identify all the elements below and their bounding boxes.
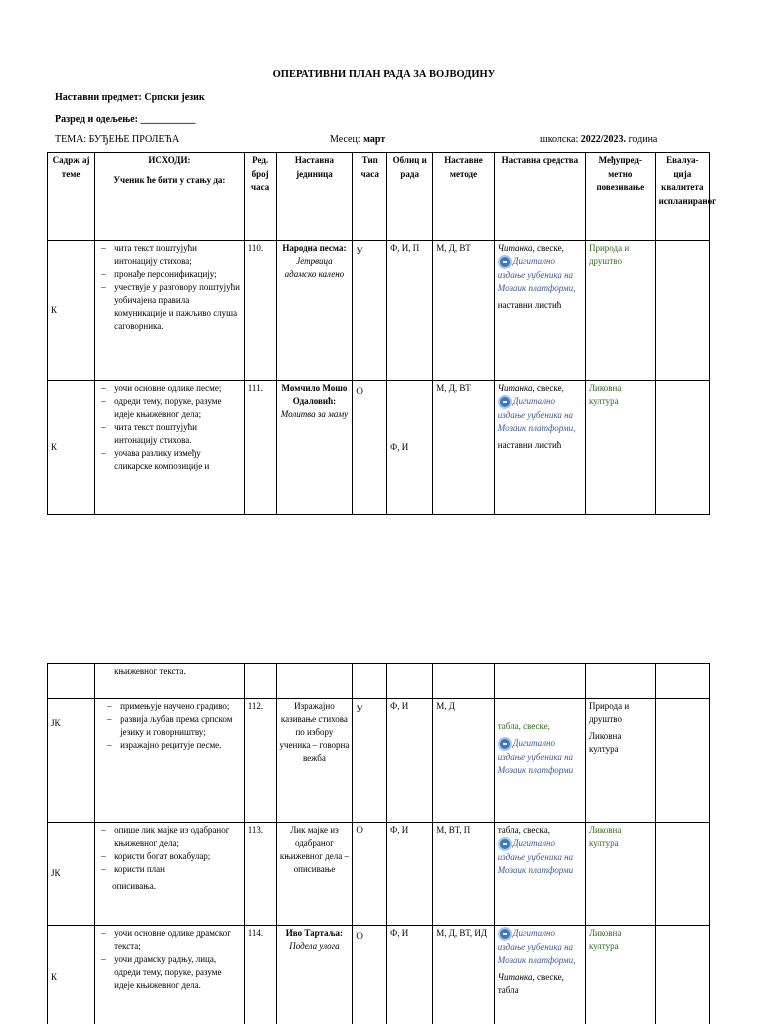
row-correlation: Природа и друштво bbox=[585, 241, 655, 381]
row-outcomes: – опише лик мајке из одабраног књижевног дела; – користи богат вокабулар; – користи план описивања. bbox=[95, 823, 245, 926]
row-number: 110. bbox=[244, 241, 276, 381]
row-evaluation bbox=[655, 926, 709, 1024]
row-content: ЈК bbox=[48, 699, 95, 823]
row-type: О bbox=[353, 926, 387, 1024]
school-year-line: школска: 2022/2023. година bbox=[540, 134, 658, 145]
row-correlation: Ликовна култура bbox=[585, 823, 655, 926]
row-resources: Читанка, свеске, Дигитално издање уџбеника на Мозаик платформи, наставни листић bbox=[494, 381, 585, 515]
month-line: Месец: март bbox=[330, 134, 386, 145]
header-content: Садрж ај теме bbox=[48, 153, 95, 241]
outcome-item: – примењује научено градиво; bbox=[104, 700, 241, 713]
outcome-item: – користи богат вокабулар; bbox=[98, 850, 241, 863]
row-correlation: Природа и друштво Ликовна култура bbox=[585, 699, 655, 823]
header-resources: Наставна средства bbox=[494, 153, 585, 241]
row-unit: Изражајно казивање стихова по избору ученика – говорна вежба bbox=[276, 699, 353, 823]
row-methods: М, Д bbox=[433, 699, 494, 823]
outcome-item: – учествује у разговору поштујући уобичајена правила комуникације и пажљиво слуша саговорника. bbox=[98, 281, 241, 333]
plan-table-page1 bbox=[47, 152, 717, 515]
row-type: У bbox=[353, 241, 387, 381]
row-evaluation bbox=[655, 381, 709, 515]
row-unit: Иво Тартаља: Подела улога bbox=[276, 926, 353, 1024]
row-number: 111. bbox=[244, 381, 276, 515]
row-outcomes bbox=[95, 699, 245, 823]
row-form: Ф, И, П bbox=[387, 241, 433, 381]
table-row bbox=[48, 823, 710, 926]
row-evaluation bbox=[655, 241, 709, 381]
row-correlation: Ликовна култура bbox=[585, 381, 655, 515]
row-evaluation bbox=[655, 823, 709, 926]
row-content: ЈК bbox=[48, 823, 95, 926]
header-unit: Наставна јединица bbox=[276, 153, 353, 241]
outcome-item: – одреди тему, поруке, разуме идеје књижевног дела; bbox=[98, 395, 241, 421]
table-row bbox=[48, 664, 710, 699]
outcome-item: – уочи основне одлике драмског текста; bbox=[98, 927, 241, 953]
mozaik-icon bbox=[498, 837, 512, 851]
outcome-item: – користи план bbox=[98, 863, 241, 876]
row-content: К bbox=[48, 926, 95, 1024]
document-title: ОПЕРАТИВНИ ПЛАН РАДА ЗА ВОЈВОДИНУ bbox=[272, 69, 496, 80]
table-row bbox=[48, 381, 710, 515]
row-form: Ф, И bbox=[387, 823, 433, 926]
row-methods: М, Д, ВТ bbox=[433, 241, 494, 381]
continued-text: књижевног текста. bbox=[95, 664, 245, 699]
topic-line: ТЕМА: БУЂЕЊЕ ПРОЛЕЋА bbox=[55, 134, 180, 145]
row-unit: Лик мајке из одабраног књижевног дела – описивање bbox=[276, 823, 353, 926]
subject-line: Наставни предмет: Српски језик bbox=[55, 92, 205, 103]
row-outcomes bbox=[95, 381, 245, 515]
mozaik-icon bbox=[498, 927, 512, 941]
outcome-item: – развија љубав према српском језику и говорништву; bbox=[104, 713, 241, 739]
row-number: 114. bbox=[244, 926, 276, 1024]
row-unit: Момчило Мошо Одаловић: Молитва за маму bbox=[276, 381, 353, 515]
header-type: Тип часа bbox=[353, 153, 387, 241]
outcome-item: – пронађе персонификацију; bbox=[98, 268, 241, 281]
outcome-item: – опише лик мајке из одабраног књижевног дела; bbox=[98, 824, 241, 850]
grade-line: Разред и одељење: ___________ bbox=[55, 114, 196, 125]
row-unit: Народна песма: Јетрвица адамско калено bbox=[276, 241, 353, 381]
outcome-item: – уочи основне одлике песме; bbox=[98, 382, 241, 395]
table-row bbox=[48, 926, 710, 1024]
outcome-item: – уочава разлику између сликарске композиције и bbox=[98, 447, 241, 473]
row-methods: М, Д, ВТ bbox=[433, 381, 494, 515]
row-outcomes bbox=[95, 241, 245, 381]
row-outcomes bbox=[95, 926, 245, 1024]
table-row bbox=[48, 699, 710, 823]
header-form: Облиц и рада bbox=[387, 153, 433, 241]
header-row bbox=[48, 153, 710, 241]
row-content: К bbox=[48, 241, 95, 381]
header-outcomes: ИСХОДИ: Ученик ће бити у стању да: bbox=[95, 153, 245, 241]
header-evaluation: Евалуа- ција квалитета испланираног bbox=[655, 153, 709, 241]
mozaik-icon bbox=[498, 737, 512, 751]
header-methods: Наставне методе bbox=[433, 153, 494, 241]
row-type: О bbox=[353, 823, 387, 926]
row-resources: Читанка, свеске, Дигитално издање уџбеника на Мозаик платформи, наставни листић bbox=[494, 241, 585, 381]
plan-table-page2 bbox=[47, 663, 710, 1024]
row-resources: табла, свеска, Дигитално издање уџбеника на Мозаик платформи bbox=[494, 823, 585, 926]
row-form: Ф, И bbox=[387, 926, 433, 1024]
outcome-item: – чита текст поштујући интонацију стихова; bbox=[98, 242, 241, 268]
row-type: О bbox=[353, 381, 387, 515]
mozaik-icon bbox=[498, 395, 512, 409]
outcome-item: – изражајно рецитује песме. bbox=[104, 739, 241, 752]
row-evaluation bbox=[655, 699, 709, 823]
header-number: Ред. број часа bbox=[244, 153, 276, 241]
row-form: Ф, И bbox=[387, 699, 433, 823]
row-number: 113. bbox=[244, 823, 276, 926]
row-resources: табла, свеске, Дигитално издање уџбеника на Мозаик платформи bbox=[494, 699, 585, 823]
row-type: У bbox=[353, 699, 387, 823]
outcome-item: – чита текст поштујући интонацију стихова. bbox=[98, 421, 241, 447]
row-methods: М, Д, ВТ, ИД bbox=[433, 926, 494, 1024]
outcome-item: – уочи драмску радњу, лица, одреди тему, поруке, разуме идеје књижевног дела. bbox=[98, 953, 241, 992]
row-resources: Дигитално издање уџбеника на Мозаик платформи, Читанка, свеске, табла bbox=[494, 926, 585, 1024]
row-methods: М, ВТ, П bbox=[433, 823, 494, 926]
row-number: 112. bbox=[244, 699, 276, 823]
mozaik-icon bbox=[498, 255, 512, 269]
header-correlation: Међупред- метно повезивање bbox=[585, 153, 655, 241]
row-form: Ф, И bbox=[387, 381, 433, 515]
table-row bbox=[48, 241, 710, 381]
row-correlation: Ликовна култура bbox=[585, 926, 655, 1024]
row-content: К bbox=[48, 381, 95, 515]
